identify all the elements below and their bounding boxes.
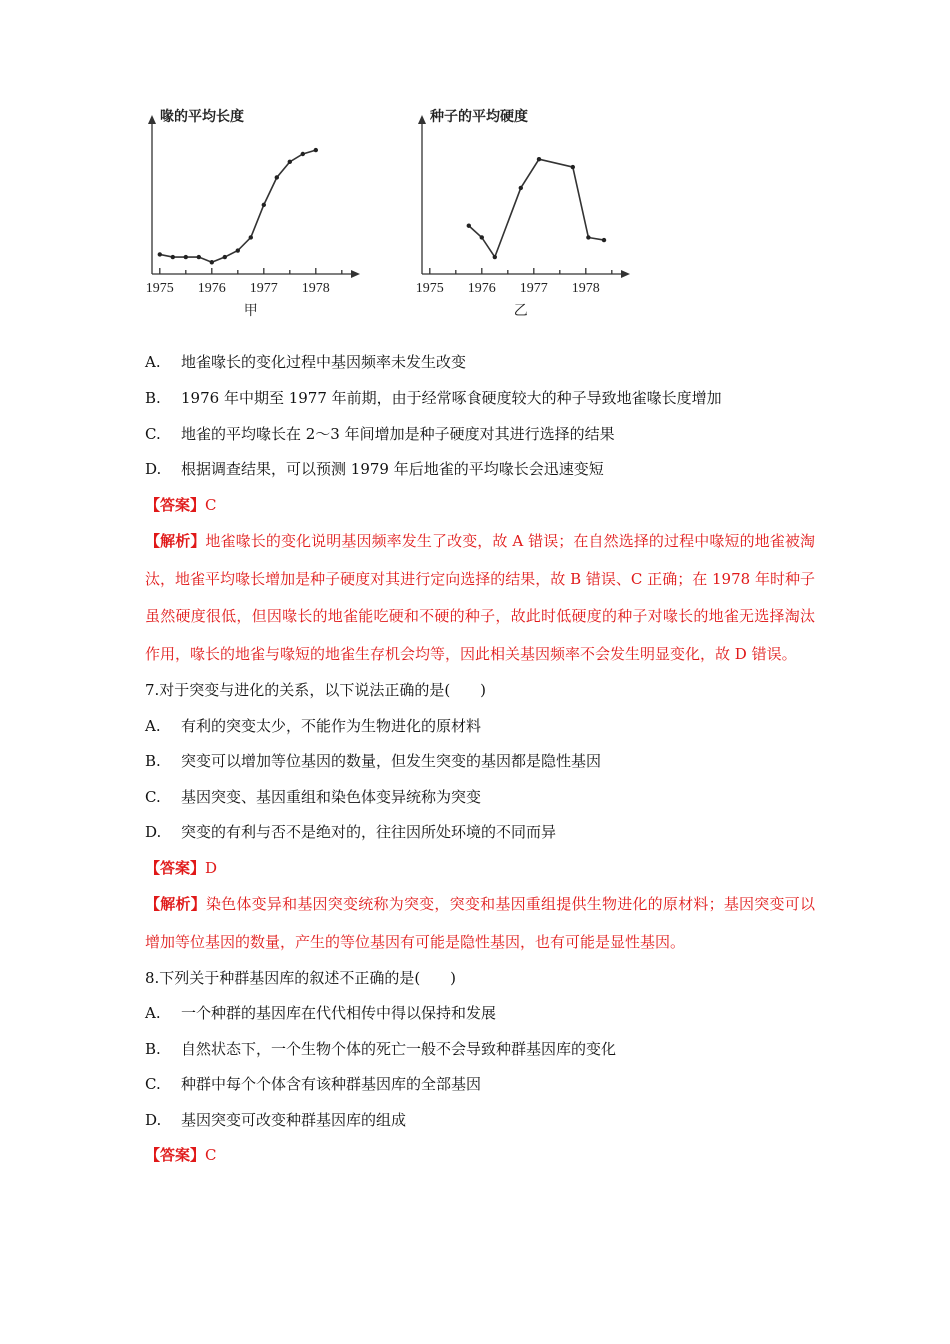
x-tick-label: 1976 — [467, 281, 496, 296]
option-text: 突变可以增加等位基因的数量，但发生突变的基因都是隐性基因 — [181, 752, 602, 770]
option-text: 自然状态下，一个生物个体的死亡一般不会导致种群基因库的变化 — [181, 1040, 617, 1058]
chart-seed-hardness-svg — [410, 109, 630, 322]
q8-stem: 8.下列关于种群基因库的叙述不正确的是( ) — [145, 969, 457, 987]
data-point — [480, 235, 484, 239]
data-point — [262, 203, 266, 207]
analysis-label: 【解析】 — [145, 532, 206, 550]
chart-title: 种子的平均硬度 — [430, 109, 528, 125]
data-point — [467, 224, 471, 228]
series-line — [160, 150, 316, 262]
option-text: 基因突变可改变种群基因库的组成 — [181, 1111, 407, 1129]
q8-option-c — [145, 1075, 815, 1094]
chart-beak-length-svg — [140, 109, 360, 322]
x-tick-label: 1975 — [415, 281, 444, 296]
option-text: 一个种群的基因库在代代相传中得以保持和发展 — [181, 1004, 497, 1022]
q7-option-c — [145, 788, 815, 807]
data-point — [288, 160, 292, 164]
data-point — [571, 165, 575, 169]
answer-label: 【答案】 — [145, 1146, 206, 1164]
q7-option-a — [145, 717, 815, 736]
x-tick-label: 1976 — [197, 281, 226, 296]
data-point — [537, 157, 541, 161]
option-text: 地雀喙长的变化过程中基因频率未发生改变 — [181, 353, 467, 371]
option-label: C. — [145, 425, 161, 443]
chart-title: 喙的平均长度 — [160, 109, 244, 125]
q8-option-d — [145, 1111, 815, 1130]
q6-option-d — [145, 460, 815, 479]
answer-label: 【答案】 — [145, 859, 206, 877]
q7-option-d — [145, 823, 815, 842]
answer-value: D — [205, 859, 218, 877]
q8-option-b — [145, 1040, 815, 1059]
option-label: B. — [145, 752, 161, 770]
analysis-text: 地雀喙长的变化说明基因频率发生了改变，故 A 错误；在自然选择的过程中喙短的地雀被淘汰，地雀平均喙长增加是种子硬度对其进行定向选择的结果，故 B 错误、C 正确；在 1978 年时种子虽然硬度很低，但因喙长的地雀能吃硬和不硬的种子，故此时低硬度的种子对喙长的地雀无选择淘汰作用，喙长的地雀与喙短的地雀生存机会均等，因此相关基因频率不会发生明显变化，故 D 错误。 — [145, 532, 815, 663]
x-tick-label: 1978 — [571, 281, 600, 296]
x-tick-label: 1975 — [145, 281, 174, 296]
option-text: 1976 年中期至 1977 年前期，由于经常啄食硬度较大的种子导致地雀喙长度增加 — [181, 389, 722, 407]
option-text: 种群中每个个体含有该种群基因库的全部基因 — [181, 1075, 482, 1093]
x-axis-arrow — [351, 270, 360, 278]
chart-caption: 甲 — [243, 303, 258, 319]
option-label: A. — [145, 717, 161, 735]
x-tick-label: 1978 — [301, 281, 330, 296]
chart-beak-length — [140, 109, 360, 322]
data-point — [184, 255, 188, 259]
data-point — [493, 255, 497, 259]
q6-option-b — [145, 389, 815, 408]
data-point — [223, 255, 227, 259]
question-content — [145, 345, 815, 1165]
option-text: 地雀的平均喙长在 2～3 年间增加是种子硬度对其进行选择的结果 — [181, 425, 615, 443]
data-point — [602, 238, 606, 242]
option-label: D. — [145, 823, 162, 841]
data-point — [158, 252, 162, 256]
data-point — [519, 186, 523, 190]
option-label: C. — [145, 1075, 161, 1093]
option-text: 根据调查结果，可以预测 1979 年后地雀的平均喙长会迅速变短 — [181, 460, 604, 478]
data-point — [275, 175, 279, 179]
q7-stem: 7.对于突变与进化的关系，以下说法正确的是( ) — [145, 681, 487, 699]
q7-option-b — [145, 752, 815, 771]
q7-analysis — [145, 886, 815, 961]
option-label: A. — [145, 353, 161, 371]
q8-option-a — [145, 1004, 815, 1023]
analysis-text: 染色体变异和基因突变统称为突变，突变和基因重组提供生物进化的原材料；基因突变可以增加等位基因的数量，产生的等位基因有可能是隐性基因，也有可能是显性基因。 — [145, 895, 815, 951]
option-text: 基因突变、基因重组和染色体变异统称为突变 — [181, 788, 482, 806]
x-axis-arrow — [621, 270, 630, 278]
q6-answer — [145, 496, 815, 515]
data-point — [249, 235, 253, 239]
data-point — [236, 248, 240, 252]
option-label: D. — [145, 1111, 162, 1129]
data-point — [586, 235, 590, 239]
chart-caption: 乙 — [513, 303, 528, 319]
q7-answer — [145, 859, 815, 878]
option-label: B. — [145, 389, 161, 407]
option-label: A. — [145, 1004, 161, 1022]
chart-seed-hardness — [410, 109, 630, 322]
answer-value: C — [205, 1146, 217, 1164]
figure-charts — [140, 109, 640, 322]
option-text: 突变的有利与否不是绝对的，往往因所处环境的不同而异 — [181, 823, 557, 841]
option-label: C. — [145, 788, 161, 806]
x-tick-label: 1977 — [519, 281, 548, 296]
option-label: D. — [145, 460, 162, 478]
data-point — [314, 148, 318, 152]
y-axis-arrow — [148, 115, 156, 124]
data-point — [197, 255, 201, 259]
y-axis-arrow — [418, 115, 426, 124]
option-label: B. — [145, 1040, 161, 1058]
answer-value: C — [205, 496, 217, 514]
data-point — [301, 152, 305, 156]
q8-answer — [145, 1146, 815, 1165]
analysis-label: 【解析】 — [145, 895, 206, 913]
series-line — [469, 159, 604, 257]
data-point — [171, 255, 175, 259]
option-text: 有利的突变太少，不能作为生物进化的原材料 — [181, 717, 482, 735]
q6-analysis — [145, 523, 815, 673]
q6-option-c — [145, 425, 815, 444]
data-point — [210, 260, 214, 264]
q6-option-a — [145, 353, 815, 372]
answer-label: 【答案】 — [145, 496, 206, 514]
x-tick-label: 1977 — [249, 281, 278, 296]
